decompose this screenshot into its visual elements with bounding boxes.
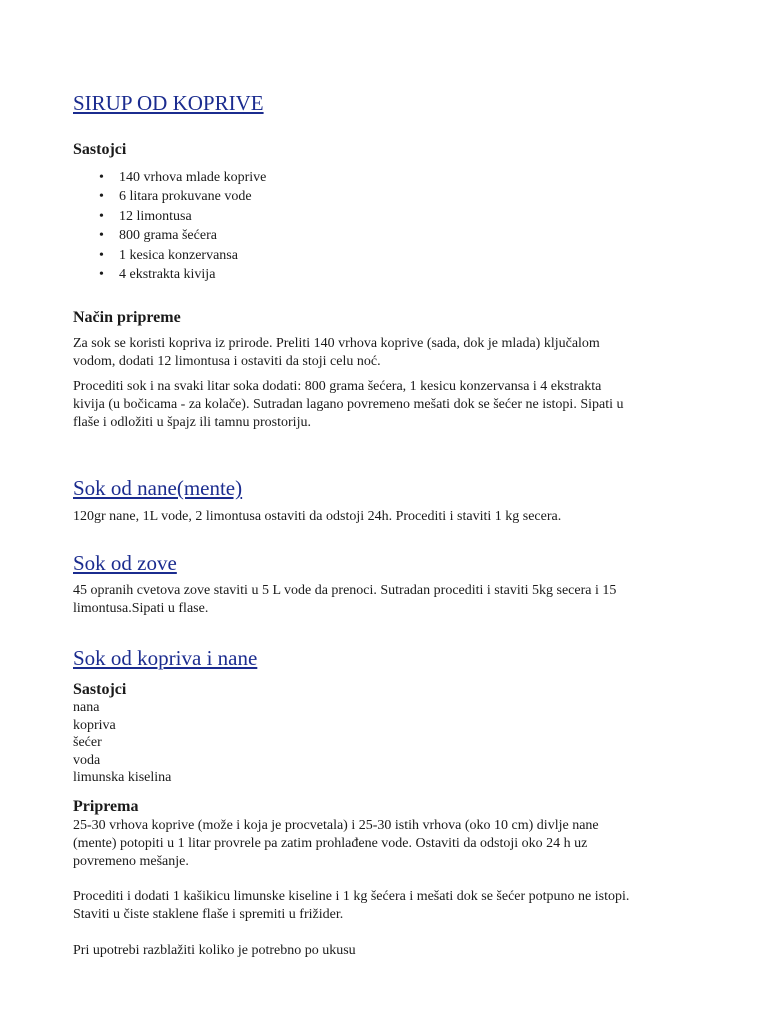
recipe-title-sok-od-kopriva-i-nane[interactable]: Sok od kopriva i nane — [73, 646, 258, 670]
text-line: povremeno mešanje. — [73, 854, 189, 869]
text-line: kivija (u bočicama - za kolače). Sutradan lagano povremeno mešati dok se šećer ne istopi. Sipati u — [73, 397, 624, 412]
list-item: • 4 ekstrakta kivija — [73, 265, 266, 284]
text-line: Staviti u čiste staklene flaše i spremiti u frižider. — [73, 907, 344, 922]
ingredients-list — [73, 168, 266, 284]
recipe-title-sok-od-nane[interactable]: Sok od nane(mente) — [73, 476, 243, 500]
method-paragraph-2 — [73, 888, 629, 924]
text-line: 45 opranih cvetova zove staviti u 5 L vode da prenoci. Sutradan procediti i staviti 5kg secera i 15 — [73, 583, 617, 598]
text-line: Procediti i dodati 1 kašikicu limunske kiseline i 1 kg šećera i mešati dok se šećer potpuno ne istopi. — [73, 889, 630, 904]
text-line: Procediti sok i na svaki litar soka dodati: 800 grama šećera, 1 kesicu konzervansa i 4 ekstrakta — [73, 379, 602, 394]
ingredients-list — [73, 699, 171, 787]
text-line: flaše i odložiti u špajz ili tamnu prostoriju. — [73, 415, 311, 430]
method-heading: Način pripreme — [73, 309, 181, 326]
list-item: • 140 vrhova mlade koprive — [73, 168, 266, 187]
method-paragraph-1 — [73, 335, 600, 371]
text-line: Za sok se koristi kopriva iz prirode. Preliti 140 vrhova koprive (sada, dok je mlada) ključalom — [73, 336, 600, 351]
text-line: vodom, dodati 12 limontusa i ostaviti da stoji celu noć. — [73, 354, 381, 369]
text-line: 25-30 vrhova koprive (može i koja je procvetala) i 25-30 istih vrhova (oko 10 cm) divlje nane — [73, 818, 599, 833]
ingredients-heading: Sastojci — [73, 681, 127, 698]
list-item: kopriva — [73, 717, 116, 733]
list-item: • 6 litara prokuvane vode — [73, 187, 266, 206]
list-item: • 1 kesica konzervansa — [73, 246, 266, 265]
list-item: limunska kiselina — [73, 770, 172, 786]
recipe-title-sirup-od-koprive[interactable]: SIRUP OD KOPRIVE — [73, 91, 264, 115]
method-heading: Priprema — [73, 798, 139, 815]
recipe-text — [73, 582, 616, 618]
list-item: nana — [73, 700, 100, 715]
method-paragraph-3: Pri upotrebi razblažiti koliko je potrebno po ukusu — [73, 943, 356, 958]
text-line: limontusa.Sipati u flase. — [73, 601, 209, 616]
text-line: (mente) potopiti u 1 litar provrele pa zatim prohlađene vode. Ostaviti da odstoji oko 24 h uz — [73, 836, 588, 851]
list-item: • 12 limontusa — [73, 207, 266, 226]
recipe-title-sok-od-zove[interactable]: Sok od zove — [73, 551, 177, 575]
list-item: šećer — [73, 735, 102, 751]
list-item: • 800 grama šećera — [73, 226, 266, 245]
method-paragraph-1 — [73, 817, 599, 871]
list-item: voda — [73, 752, 101, 768]
recipe-text: 120gr nane, 1L vode, 2 limontusa ostaviti da odstoji 24h. Procediti i staviti 1 kg secera. — [73, 509, 562, 524]
ingredients-heading: Sastojci — [73, 141, 127, 158]
method-paragraph-2 — [73, 378, 623, 432]
